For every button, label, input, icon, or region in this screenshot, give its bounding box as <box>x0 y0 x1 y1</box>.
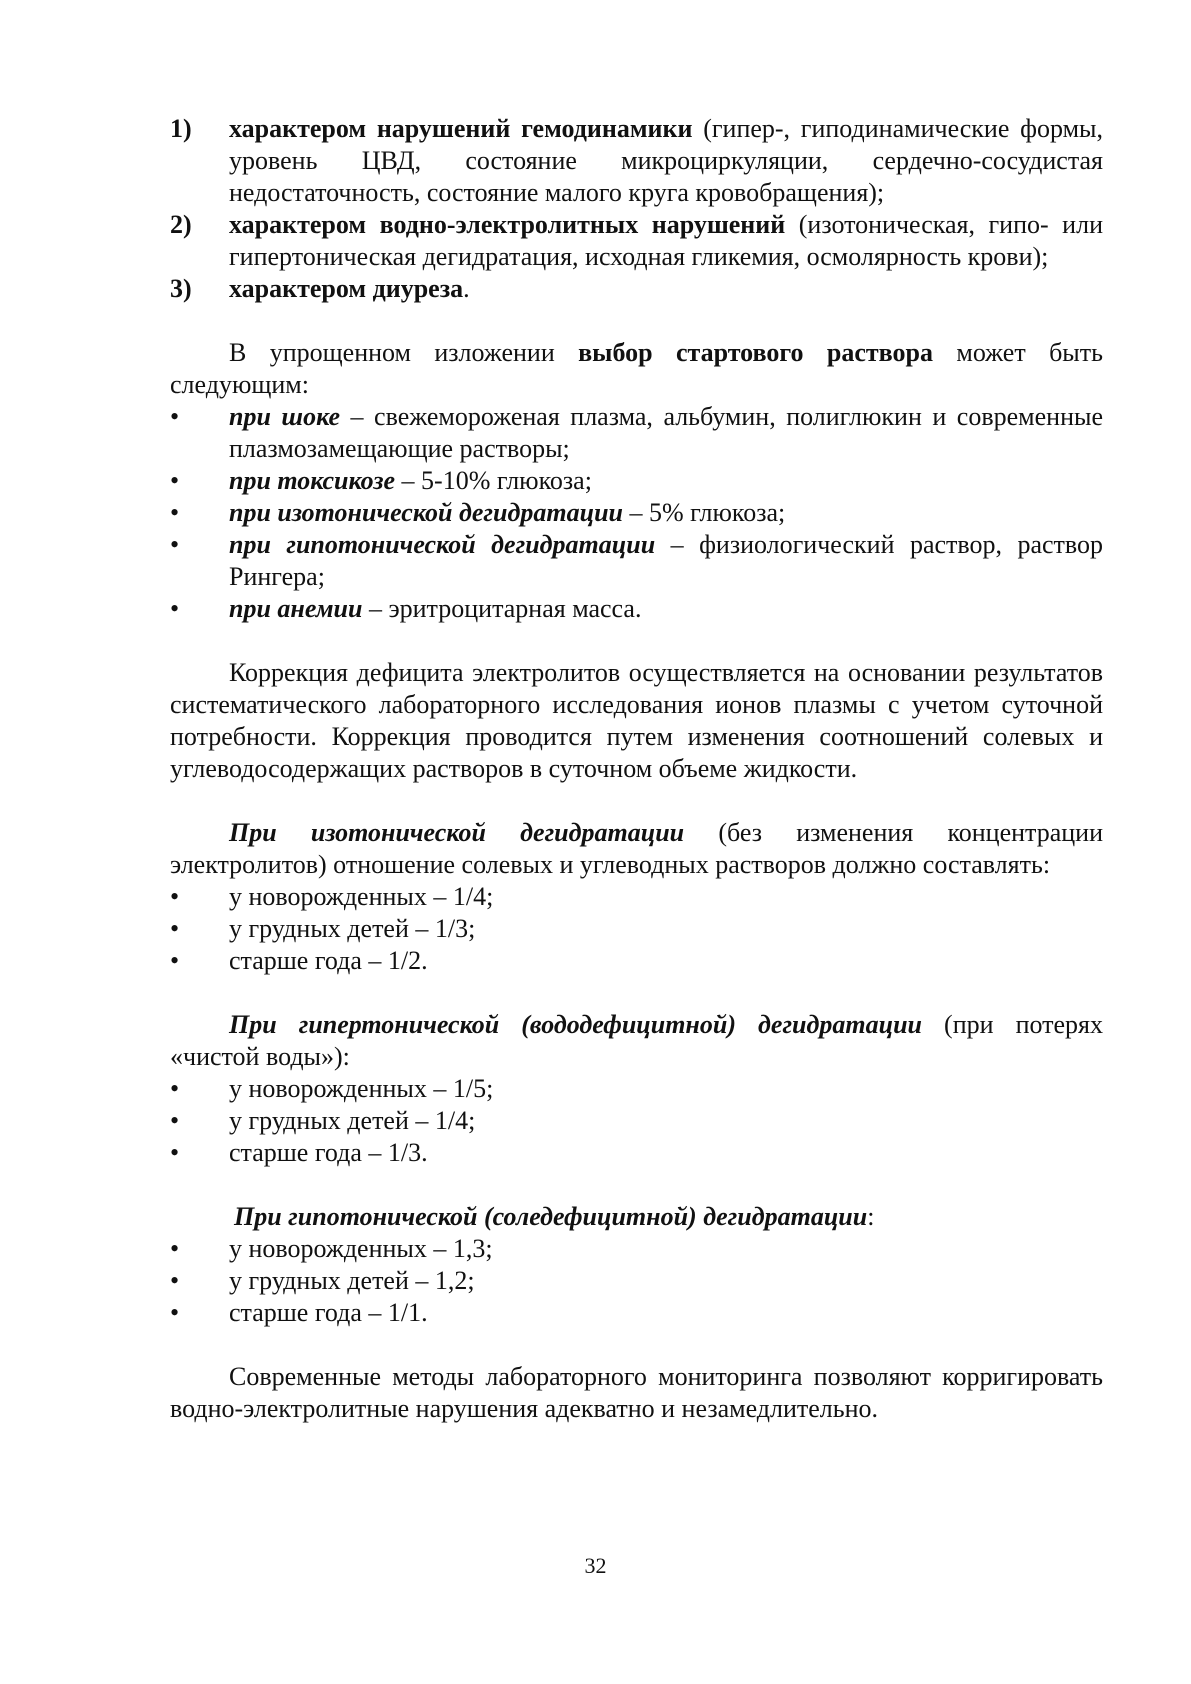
item-text: старше года – 1/2. <box>229 946 428 975</box>
page-number: 32 <box>584 1553 607 1578</box>
italic-term: при анемии <box>229 594 363 623</box>
paragraph-text: (при потерях «чистой воды»): <box>170 1010 1103 1071</box>
list-item <box>170 1137 1103 1169</box>
list-item <box>170 497 1103 529</box>
spacer <box>170 625 1103 657</box>
item-text: у грудных детей – 1/3; <box>229 914 476 943</box>
list-item <box>170 881 1103 913</box>
item-text: (гипер-, гиподинамические формы, уровень ЦВД, состояние микроциркуляции, сердечно-сосудистая недостаточность, состояние малого круга кровобращения); <box>229 114 1103 207</box>
bullet-icon: • <box>170 1106 180 1135</box>
spacer <box>170 1169 1103 1201</box>
item-text: старше года – 1/1. <box>229 1298 428 1327</box>
spacer <box>170 785 1103 817</box>
item-text: – свежемороженая плазма, альбумин, полиглюкин и современные плазмозамещающие растворы; <box>229 402 1103 463</box>
item-text: – физиологический раствор, раствор Рингера; <box>229 530 1103 591</box>
italic-term: при шоке <box>229 402 341 431</box>
bold-term: характером водно-электролитных нарушений <box>229 210 786 239</box>
list-item <box>170 529 1103 593</box>
list-number: 2) <box>170 210 192 239</box>
bullet-icon: • <box>170 1234 180 1263</box>
isotonic-paragraph <box>170 817 1103 881</box>
list-item <box>170 1297 1103 1329</box>
bullet-icon: • <box>170 466 180 495</box>
paragraph-text: может быть следующим: <box>170 338 1103 399</box>
hypertonic-ratio-list <box>170 1073 1103 1169</box>
hypotonic-ratio-list <box>170 1233 1103 1329</box>
bold-term: характером диуреза <box>229 274 464 303</box>
paragraph-text: (без изменения концентрации электролитов) отношение солевых и углеводных растворов должно составлять: <box>170 818 1104 879</box>
starter-intro-paragraph <box>170 337 1103 401</box>
bullet-icon: • <box>170 882 180 911</box>
item-text: старше года – 1/3. <box>229 1138 428 1167</box>
bullet-icon: • <box>170 498 180 527</box>
bold-term: характером нарушений гемодинамики <box>229 114 693 143</box>
list-item <box>170 465 1103 497</box>
item-text: у новорожденных – 1/4; <box>229 882 494 911</box>
list-item <box>170 209 1103 273</box>
section-heading: При гипотонической (соледефицитной) дегидратации <box>234 1202 868 1231</box>
item-text: (изотоническая, гипо- или гипертоническая дегидратация, исходная гликемия, осмолярность крови); <box>229 210 1103 271</box>
italic-term: при токсикозе <box>229 466 396 495</box>
spacer <box>170 977 1103 1009</box>
conclusion-paragraph: Современные методы лабораторного мониторинга позволяют корригировать водно-электролитные нарушения адекватно и незамедлительно. <box>170 1362 1103 1423</box>
list-number: 1) <box>170 114 192 143</box>
bullet-icon: • <box>170 1138 180 1167</box>
item-text: . <box>463 274 470 303</box>
document-page <box>170 113 1103 1425</box>
bullet-icon: • <box>170 594 180 623</box>
italic-term: при изотонической дегидратации <box>229 498 623 527</box>
bullet-icon: • <box>170 1266 180 1295</box>
section-heading: При изотонической дегидратации <box>229 818 685 847</box>
starter-solution-list <box>170 401 1103 625</box>
spacer <box>170 305 1103 337</box>
bullet-icon: • <box>170 1074 180 1103</box>
numbered-list <box>170 113 1103 305</box>
paragraph-text: В упрощенном изложении <box>229 338 579 367</box>
bullet-icon: • <box>170 1298 180 1327</box>
item-text: у грудных детей – 1,2; <box>229 1266 475 1295</box>
bullet-icon: • <box>170 530 180 559</box>
bullet-icon: • <box>170 914 180 943</box>
item-text: у новорожденных – 1,3; <box>229 1234 493 1263</box>
list-item <box>170 1105 1103 1137</box>
bullet-icon: • <box>170 402 180 431</box>
italic-term: при гипотонической дегидратации <box>229 530 656 559</box>
item-text: у новорожденных – 1/5; <box>229 1074 494 1103</box>
list-item <box>170 401 1103 465</box>
hypotonic-paragraph <box>170 1201 1103 1233</box>
isotonic-ratio-list <box>170 881 1103 977</box>
correction-paragraph: Коррекция дефицита электролитов осуществляется на основании результатов систематического лабораторного исследования ионов плазмы с учетом суточной потребности. Коррекция проводится путем изменения соотношений солевых и углеводосодержащих растворов в суточном объеме жидкости. <box>170 658 1103 783</box>
item-text: – 5-10% глюкоза; <box>395 466 592 495</box>
item-text: – эритроцитарная масса. <box>362 594 642 623</box>
section-heading: При гипертонической (вододефицитной) дегидратации <box>229 1010 923 1039</box>
list-number: 3) <box>170 274 192 303</box>
spacer <box>170 1329 1103 1361</box>
hypertonic-paragraph <box>170 1009 1103 1073</box>
list-item <box>170 1073 1103 1105</box>
list-item <box>170 113 1103 209</box>
list-item <box>170 913 1103 945</box>
list-item <box>170 945 1103 977</box>
item-text: у грудных детей – 1/4; <box>229 1106 476 1135</box>
list-item <box>170 593 1103 625</box>
paragraph-text: : <box>867 1202 875 1231</box>
item-text: – 5% глюкоза; <box>623 498 786 527</box>
list-item <box>170 1233 1103 1265</box>
bullet-icon: • <box>170 946 180 975</box>
list-item <box>170 1265 1103 1297</box>
bold-term: выбор стартового раствора <box>578 338 933 367</box>
list-item <box>170 273 1103 305</box>
